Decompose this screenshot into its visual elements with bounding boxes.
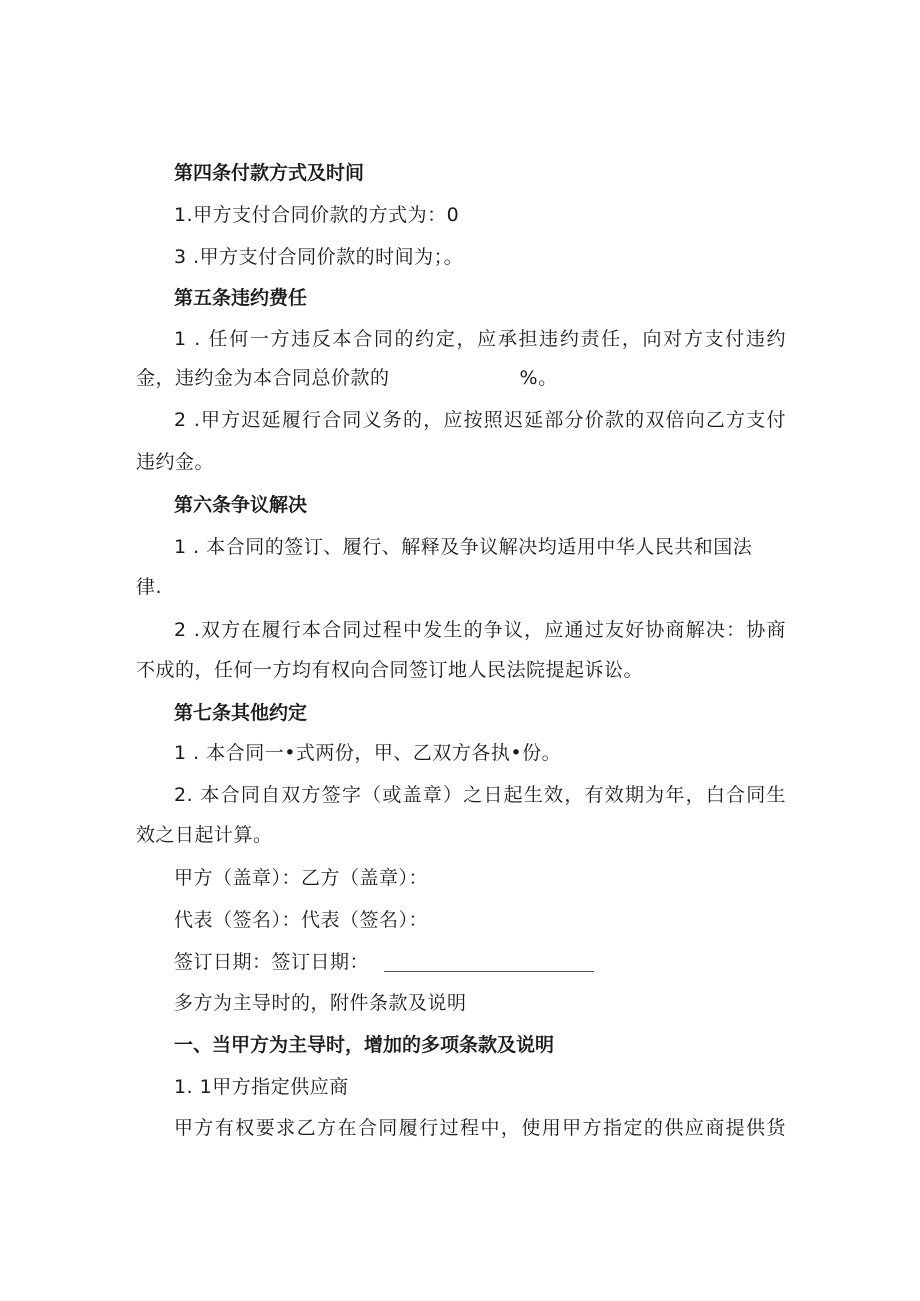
article-5-item-2-line-1: 2 .甲方迟延履行合同义务的，应按照迟延部分价款的双倍向乙方支付 xyxy=(174,409,786,431)
article-5-item-1-text: 金，违约金为本合同总价款的 xyxy=(136,367,390,389)
article-7-item-2-line-1: 2. 本合同自双方签字（或盖章）之日起生效，有效期为年，白合同生 xyxy=(174,784,786,806)
article-4-item-1: 1.甲方支付合同价款的方式为：0 xyxy=(174,204,460,226)
appendix-section-1-heading: 一、当甲方为主导时，增加的多项条款及说明 xyxy=(174,1034,555,1056)
article-5-item-2-line-2: 违约金。 xyxy=(136,451,215,473)
article-5-item-1-line-2 xyxy=(136,366,558,390)
article-5-item-1-line-1: 1 . 任何一方违反本合同的约定，应承担违约责任，向对方支付违约 xyxy=(174,328,786,350)
article-6-item-1-line-1: 1 . 本合同的签订、履行、解释及争议解决均适用中华人民共和国法 xyxy=(174,536,753,558)
article-7-heading: 第七条其他约定 xyxy=(174,702,308,724)
signature-date-line: 签订日期：签订日期： xyxy=(174,951,370,973)
article-5-heading: 第五条违约费任 xyxy=(174,287,308,309)
appendix-intro: 多方为主导时的，附件条款及说明 xyxy=(174,992,467,1014)
signature-seal-line: 甲方（盖章）：乙方（盖章）： xyxy=(174,867,429,889)
article-4-item-3: 3 .甲方支付合同价款的时间为；。 xyxy=(174,246,464,268)
article-6-heading: 第六条争议解决 xyxy=(174,494,308,516)
article-6-item-1-line-2: 律. xyxy=(136,576,163,598)
appendix-item-1-1-heading: 1. 1甲方指定供应商 xyxy=(174,1076,349,1098)
signature-date-blank xyxy=(384,971,594,972)
article-7-item-2-line-2: 效之日起计算。 xyxy=(136,824,273,846)
article-7-item-1: 1 . 本合同一•式两份，甲、乙双方各执•份。 xyxy=(174,742,562,764)
article-6-item-2-line-1: 2 .双方在履行本合同过程中发生的争议，应通过友好协商解决：协商 xyxy=(174,619,786,641)
appendix-item-1-1-text: 甲方有权要求乙方在合同履行过程中，使用甲方指定的供应商提供货 xyxy=(174,1117,786,1139)
percent-suffix: %。 xyxy=(519,367,558,389)
article-4-heading: 第四条付款方式及时间 xyxy=(174,162,365,184)
article-6-item-2-line-2: 不成的，任何一方均有权向合同签订地人民法院提起诉讼。 xyxy=(136,659,644,681)
signature-representative-line: 代表（签名）：代表（签名）： xyxy=(174,909,429,931)
